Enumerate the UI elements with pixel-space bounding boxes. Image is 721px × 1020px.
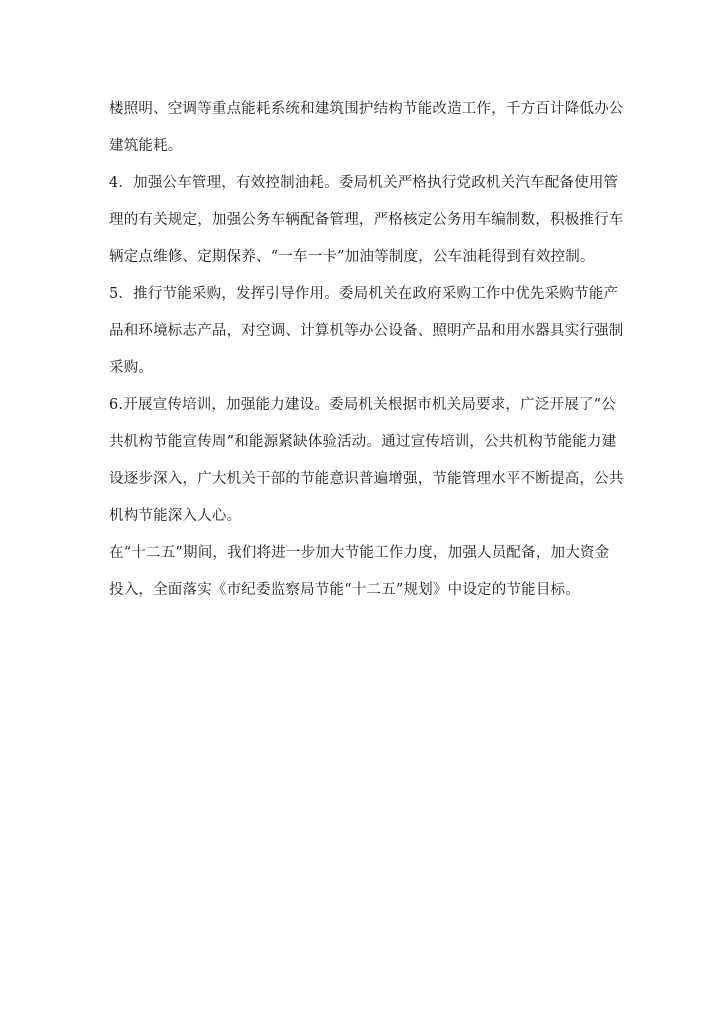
paragraph-line: 机构节能深入人心。 xyxy=(109,508,242,524)
paragraph-line: 6.开展宣传培训，加强能力建设。委局机关根据市机关局要求，广泛开展了“公 xyxy=(109,397,616,413)
paragraph-line: 5．推行节能采购，发挥引导作用。委局机关在政府采购工作中优先采购节能产 xyxy=(109,286,619,302)
paragraph-line: 在“十二五”期间，我们将进一步加大节能工作力度，加强人员配备，加大资金 xyxy=(109,545,610,561)
paragraph-line: 共机构节能宣传周”和能源紧缺体验活动。通过宣传培训，公共机构节能能力建 xyxy=(109,434,617,450)
document-body xyxy=(109,91,624,609)
paragraph-line: 品和环境标志产品，对空调、计算机等办公设备、照明产品和用水器具实行强制 xyxy=(109,323,624,339)
paragraph-line: 采购。 xyxy=(109,360,154,376)
paragraph-line: 辆定点维修、定期保养、“一车一卡”加油等制度，公车油耗得到有效控制。 xyxy=(109,249,595,265)
paragraph-line: 投入，全面落实《市纪委监察局节能“十二五”规划》中设定的节能目标。 xyxy=(109,582,580,598)
paragraph-line: 建筑能耗。 xyxy=(109,138,183,154)
paragraph-line: 4．加强公车管理，有效控制油耗。委局机关严格执行党政机关汽车配备使用管 xyxy=(109,175,619,191)
paragraph-line: 设逐步深入，广大机关干部的节能意识普遍增强，节能管理水平不断提高，公共 xyxy=(109,471,624,487)
paragraph-line: 楼照明、空调等重点能耗系统和建筑围护结构节能改造工作，千方百计降低办公 xyxy=(109,101,624,117)
paragraph-line: 理的有关规定，加强公务车辆配备管理，严格核定公务用车编制数，积极推行车 xyxy=(109,212,624,228)
